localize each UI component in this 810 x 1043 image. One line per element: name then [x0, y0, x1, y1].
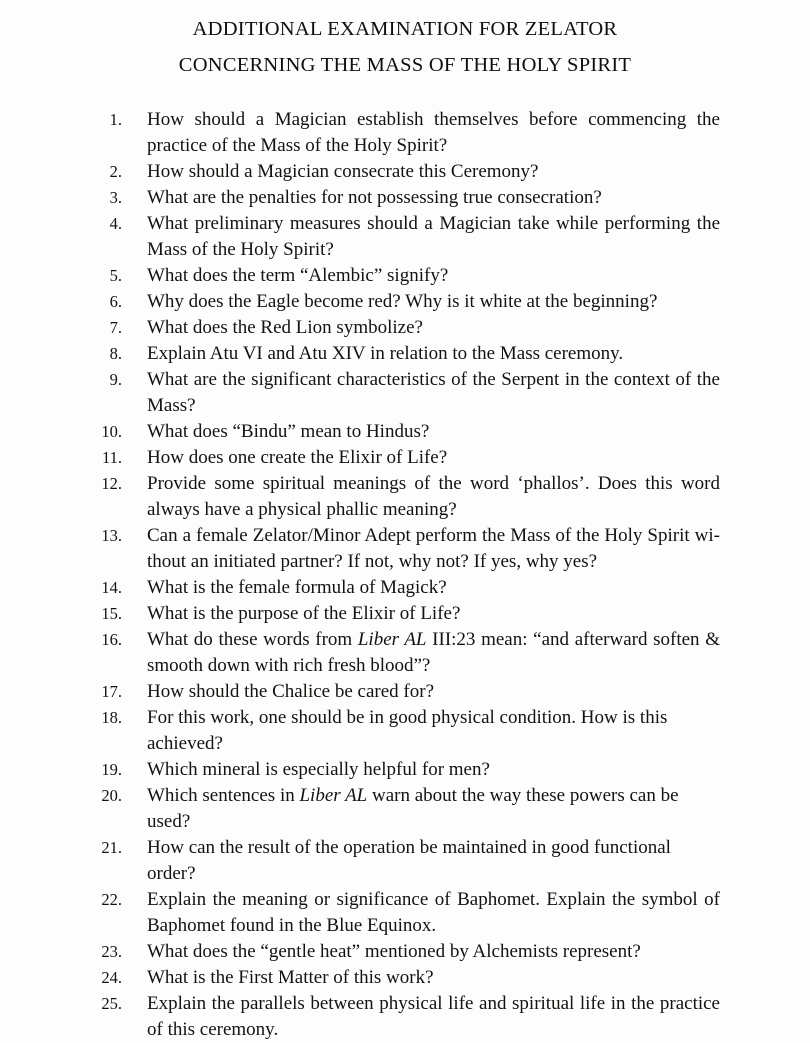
question-item	[0, 159, 810, 185]
plain-text: Which sentences in	[147, 785, 300, 806]
question-item	[0, 887, 810, 939]
question-text: Explain the meaning or significance of Baphomet. Explain the symbol of Baphomet found in the Blue Equinox.	[147, 889, 720, 936]
question-item	[0, 315, 810, 341]
question-list	[0, 83, 810, 1043]
question-text: How should a Magician consecrate this Ceremony?	[147, 161, 539, 182]
question-text: What are the significant characteristics of the Serpent in the context of the Mass?	[147, 369, 720, 416]
question-item	[0, 211, 810, 263]
question-number: 8.	[109, 344, 122, 363]
question-text: How should the Chalice be cared for?	[147, 681, 435, 702]
question-number: 9.	[109, 370, 122, 389]
question-item	[0, 289, 810, 315]
question-number: 12.	[101, 474, 122, 493]
question-item	[0, 679, 810, 705]
question-item	[0, 367, 810, 419]
question-text: Explain the parallels between physical life and spiritual life in the practice of this ceremony.	[147, 993, 720, 1040]
question-text: What are the penalties for not possessing true consecration?	[147, 187, 602, 208]
question-text: What does “Bindu” mean to Hindus?	[147, 421, 430, 442]
question-text	[147, 627, 720, 679]
question-item	[0, 575, 810, 601]
question-item	[0, 783, 810, 835]
question-text: Why does the Eagle become red? Why is it white at the beginning?	[147, 291, 658, 312]
question-text: How does one create the Elixir of Life?	[147, 447, 448, 468]
question-text: What is the purpose of the Elixir of Life?	[147, 603, 461, 624]
title-line-1: ADDITIONAL EXAMINATION FOR ZELATOR	[192, 18, 618, 40]
question-item	[0, 341, 810, 367]
question-item	[0, 263, 810, 289]
question-number: 24.	[101, 968, 122, 987]
question-item	[0, 939, 810, 965]
question-number: 6.	[109, 292, 122, 311]
question-number: 23.	[101, 942, 122, 961]
plain-text: warn about the way these powers can be used?	[147, 785, 679, 832]
plain-text: III:23 mean: “and afterward soften & smooth down with rich fresh blood”?	[147, 629, 720, 676]
question-item	[0, 185, 810, 211]
question-number: 18.	[101, 708, 122, 727]
question-number: 20.	[101, 786, 122, 805]
question-text: How should a Magician establish themselves before commencing the practice of the Mass of the Holy Spirit?	[147, 109, 720, 156]
question-text: What does the Red Lion symbolize?	[147, 317, 423, 338]
question-number: 11.	[101, 448, 122, 467]
question-item	[0, 445, 810, 471]
question-item	[0, 757, 810, 783]
emphasis-text: Liber AL	[299, 785, 368, 806]
question-text	[147, 783, 720, 835]
question-item	[0, 523, 810, 575]
question-text: How can the result of the operation be maintained in good functional order?	[147, 837, 671, 884]
question-number: 21.	[101, 838, 122, 857]
question-text: What preliminary measures should a Magician take while performing the Mass of the Holy Spirit?	[147, 213, 720, 260]
question-number: 3.	[109, 188, 122, 207]
question-number: 19.	[101, 760, 122, 779]
question-number: 7.	[109, 318, 122, 337]
question-number: 22.	[101, 890, 122, 909]
question-text: Provide some spiritual meanings of the word ‘phallos’. Does this word always have a physical phallic meaning?	[147, 473, 720, 520]
question-number: 13.	[101, 526, 122, 545]
question-text: What does the term “Alembic” signify?	[147, 265, 449, 286]
question-item	[0, 965, 810, 991]
question-item	[0, 705, 810, 757]
document-title	[0, 0, 810, 83]
question-number: 10.	[101, 422, 122, 441]
question-item	[0, 835, 810, 887]
question-number: 5.	[109, 266, 122, 285]
question-item	[0, 627, 810, 679]
question-text: Can a female Zelator/Minor Adept perform the Mass of the Holy Spirit wi-thout an initiated partner? If not, why not? If yes, why yes?	[147, 525, 720, 572]
question-number: 4.	[109, 214, 122, 233]
plain-text: What do these words from	[147, 629, 358, 650]
question-text: For this work, one should be in good physical condition. How is this achieved?	[147, 707, 668, 754]
question-number: 15.	[101, 604, 122, 623]
emphasis-text: Liber AL	[357, 629, 427, 650]
question-item	[0, 991, 810, 1043]
question-item	[0, 471, 810, 523]
question-number: 25.	[101, 994, 122, 1013]
question-number: 2.	[109, 162, 122, 181]
title-line-2: CONCERNING THE MASS OF THE HOLY SPIRIT	[178, 54, 632, 76]
question-text: What does the “gentle heat” mentioned by Alchemists represent?	[147, 941, 641, 962]
question-text: What is the First Matter of this work?	[147, 967, 434, 988]
question-number: 16.	[101, 630, 122, 649]
question-text: What is the female formula of Magick?	[147, 577, 447, 598]
question-text: Which mineral is especially helpful for men?	[147, 759, 490, 780]
question-number: 1.	[109, 110, 122, 129]
question-text: Explain Atu VI and Atu XIV in relation to the Mass ceremony.	[147, 343, 624, 364]
question-number: 17.	[101, 682, 122, 701]
question-item	[0, 107, 810, 159]
question-item	[0, 419, 810, 445]
question-item	[0, 601, 810, 627]
question-number: 14.	[101, 578, 122, 597]
